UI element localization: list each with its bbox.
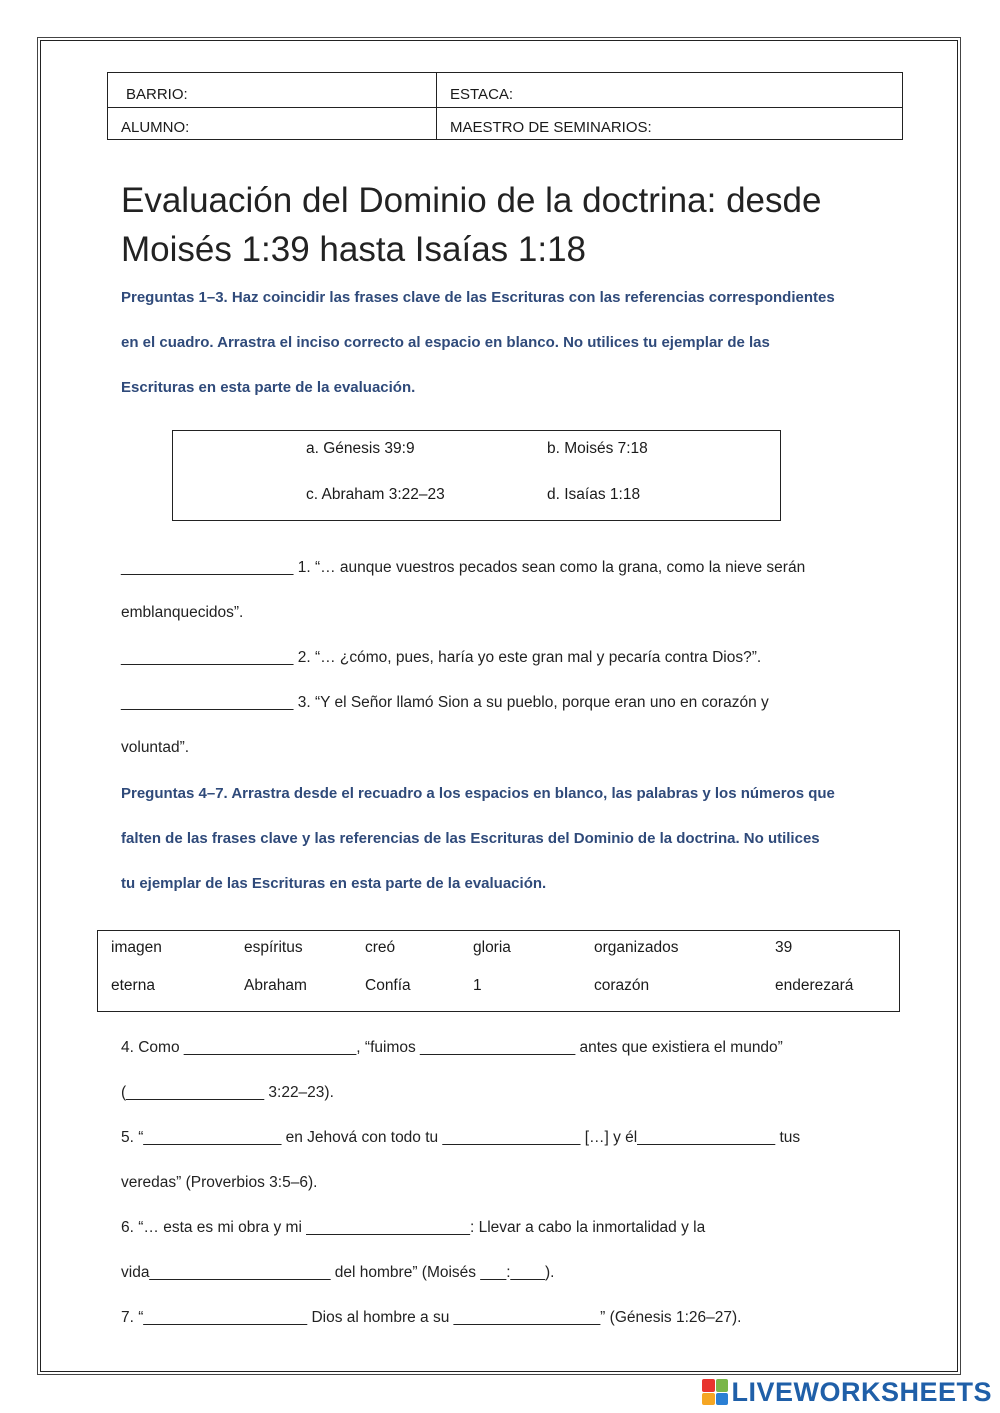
question-2[interactable]: ____________________ 2. “… ¿cómo, pues, haría yo este gran mal y pecaría contra Dios?”. [121, 649, 762, 666]
question-4-line-1[interactable]: 4. Como ____________________, “fuimos __________________ antes que existiera el mundo” [121, 1039, 783, 1056]
liveworksheets-logo [702, 1377, 992, 1407]
word-gloria[interactable]: gloria [473, 939, 511, 956]
estaca-label: ESTACA: [450, 86, 514, 103]
instructions-2-line-3: tu ejemplar de las Escrituras en esta parte de la evaluación. [121, 875, 547, 892]
question-5-line-2: veredas” (Proverbios 3:5–6). [121, 1174, 318, 1191]
question-1-line-1[interactable]: ____________________ 1. “… aunque vuestros pecados sean como la grana, como la nieve serán [121, 559, 806, 576]
word-confia[interactable]: Confía [365, 977, 411, 994]
word-1[interactable]: 1 [473, 977, 482, 994]
alumno-label: ALUMNO: [121, 119, 190, 136]
question-3-line-1[interactable]: ____________________ 3. “Y el Señor llamó Sion a su pueblo, porque eran uno en corazón y [121, 694, 769, 711]
instructions-2-line-2: falten de las frases clave y las referencias de las Escrituras del Dominio de la doctrina. No utilices [121, 830, 820, 847]
word-creo[interactable]: creó [365, 939, 396, 956]
maestro-label: MAESTRO DE SEMINARIOS: [450, 119, 652, 136]
header-table [107, 72, 903, 140]
question-7[interactable]: 7. “___________________ Dios al hombre a su _________________” (Génesis 1:26–27). [121, 1309, 742, 1326]
question-5-line-1[interactable]: 5. “________________ en Jehová con todo tu ________________ […] y él________________ tus [121, 1129, 801, 1146]
word-bank-box [97, 930, 900, 1012]
word-organizados[interactable]: organizados [594, 939, 679, 956]
question-3-line-2: voluntad”. [121, 739, 190, 756]
word-espiritus[interactable]: espíritus [244, 939, 303, 956]
liveworksheets-mark-icon [702, 1379, 728, 1405]
word-39[interactable]: 39 [775, 939, 793, 956]
option-a[interactable]: a. Génesis 39:9 [306, 440, 415, 457]
header-divider-horizontal [108, 107, 902, 108]
title-line-2: Moisés 1:39 hasta Isaías 1:18 [121, 230, 586, 269]
option-c[interactable]: c. Abraham 3:22–23 [306, 486, 445, 503]
brand-name: LIVEWORKSHEETS [731, 1376, 992, 1407]
instructions-2-line-1: Preguntas 4–7. Arrastra desde el recuadro a los espacios en blanco, las palabras y los números que [121, 785, 835, 802]
instructions-1-line-3: Escrituras en esta parte de la evaluación. [121, 379, 416, 396]
question-6-line-2[interactable]: vida_____________________ del hombre” (Moisés ___:____). [121, 1264, 555, 1281]
page-title [121, 176, 921, 274]
word-enderezara[interactable]: enderezará [775, 977, 854, 994]
word-eterna[interactable]: eterna [111, 977, 155, 994]
header-divider-vertical [436, 73, 437, 139]
option-b[interactable]: b. Moisés 7:18 [547, 440, 648, 457]
instructions-1-line-1: Preguntas 1–3. Haz coincidir las frases clave de las Escrituras con las referencias correspondientes [121, 289, 835, 306]
instructions-1-line-2: en el cuadro. Arrastra el inciso correcto al espacio en blanco. No utilices tu ejemplar de las [121, 334, 770, 351]
question-4-line-2[interactable]: (________________ 3:22–23). [121, 1084, 334, 1101]
question-1-line-2: emblanquecidos”. [121, 604, 244, 621]
word-imagen[interactable]: imagen [111, 939, 162, 956]
barrio-label: BARRIO: [126, 86, 188, 103]
title-line-1: Evaluación del Dominio de la doctrina: desde [121, 181, 822, 220]
option-d[interactable]: d. Isaías 1:18 [547, 486, 641, 503]
word-corazon[interactable]: corazón [594, 977, 650, 994]
question-6-line-1[interactable]: 6. “… esta es mi obra y mi ___________________: Llevar a cabo la inmortalidad y la [121, 1219, 706, 1236]
reference-options-box [172, 430, 781, 521]
word-abraham[interactable]: Abraham [244, 977, 307, 994]
